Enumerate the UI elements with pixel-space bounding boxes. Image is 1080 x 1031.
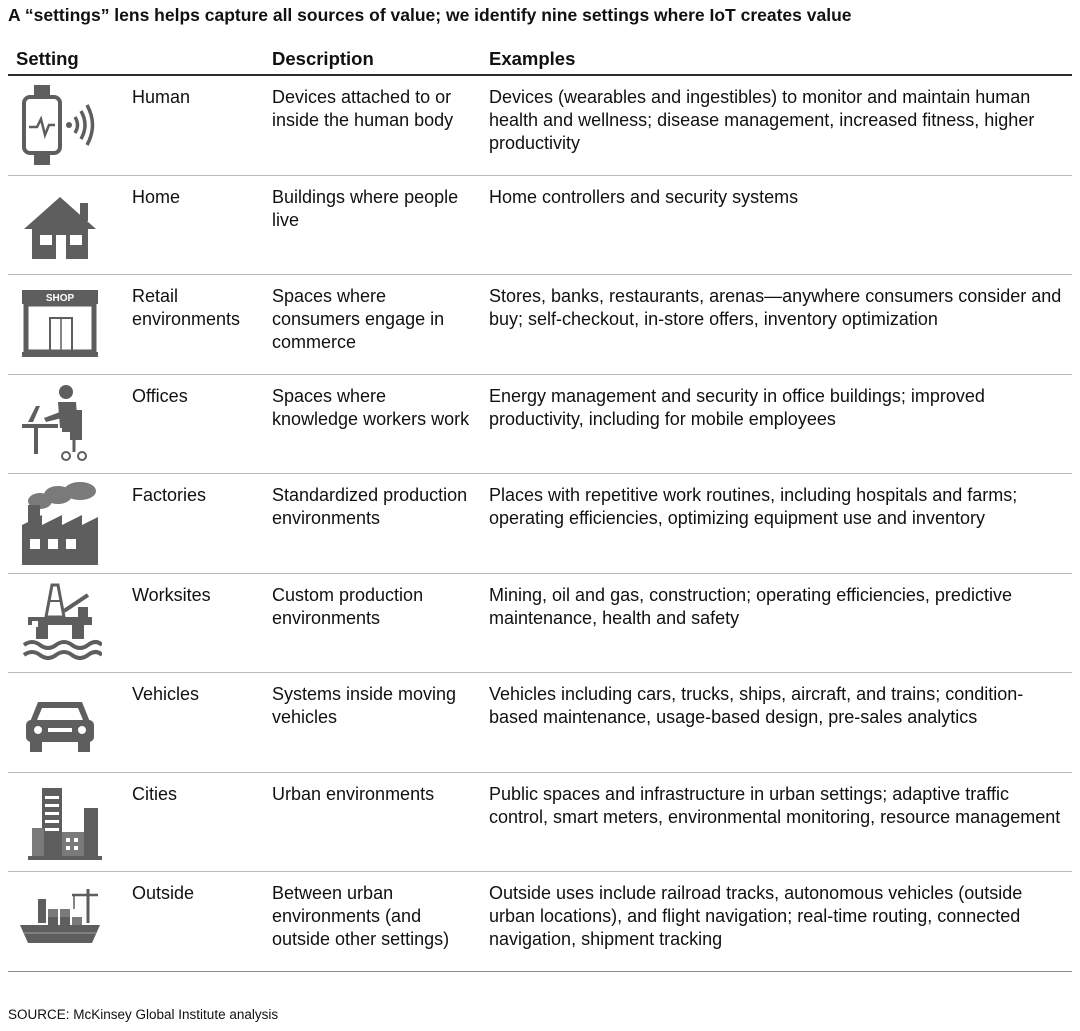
- table-row: [8, 673, 1072, 773]
- settings-table: [8, 76, 1072, 972]
- table-row: [8, 872, 1072, 972]
- setting-examples: Devices (wearables and ingestibles) to monitor and maintain human health and wellness; disease management, increased fitness, higher productivity: [489, 87, 1035, 153]
- setting-description: Devices attached to or inside the human body: [272, 87, 454, 130]
- setting-examples: Mining, oil and gas, construction; operating efficiencies, predictive maintenance, health and safety: [489, 584, 1012, 628]
- table-row: [8, 176, 1072, 276]
- setting-examples: Home controllers and security systems: [489, 186, 799, 207]
- setting-description: Urban environments: [272, 783, 435, 804]
- table-row: [8, 773, 1072, 873]
- setting-name: Cities: [132, 783, 178, 804]
- cargo-ship-icon: [18, 879, 102, 963]
- city-buildings-icon: [18, 780, 102, 864]
- header-description: Description: [272, 48, 374, 69]
- table-row: [8, 375, 1072, 475]
- setting-name: Offices: [132, 385, 188, 406]
- setting-name: Worksites: [132, 584, 211, 605]
- exhibit-title: A “settings” lens helps capture all sources of value; we identify nine settings where IoT creates value: [8, 5, 852, 25]
- setting-name: Vehicles: [132, 684, 200, 704]
- setting-description: Systems inside moving vehicles: [272, 684, 457, 727]
- setting-name: Home: [132, 186, 181, 207]
- shop-icon: [18, 282, 102, 366]
- table-row: [8, 574, 1072, 674]
- wearable-watch-icon: [18, 83, 102, 167]
- setting-name: Human: [132, 87, 191, 107]
- setting-description: Standardized production environments: [272, 485, 468, 528]
- setting-name: Factories: [132, 485, 207, 505]
- setting-description: Buildings where people live: [272, 186, 459, 230]
- office-worker-icon: [18, 382, 102, 466]
- setting-examples: Outside uses include railroad tracks, autonomous vehicles (outside urban locations), and flight navigation; real-time routing, connected navigation, shipment tracking: [489, 883, 1023, 949]
- factory-icon: [18, 481, 102, 565]
- header-examples: Examples: [489, 48, 576, 69]
- setting-examples: Energy management and security in office buildings; improved productivity, including for mobile employees: [489, 385, 985, 429]
- house-icon: [18, 183, 102, 267]
- header-setting: Setting: [16, 48, 79, 69]
- oil-rig-icon: [18, 581, 102, 665]
- table-row: [8, 76, 1072, 176]
- setting-name: Retail environments: [132, 286, 241, 329]
- setting-name: Outside: [132, 883, 195, 903]
- setting-examples: Stores, banks, restaurants, arenas—anywhere consumers consider and buy; self-checkout, in-store offers, inventory optimization: [489, 286, 1062, 329]
- setting-examples: Vehicles including cars, trucks, ships, aircraft, and trains; condition-based maintenance, usage-based design, pre-sales analytics: [489, 684, 1024, 727]
- table-row: [8, 474, 1072, 574]
- setting-examples: Public spaces and infrastructure in urban settings; adaptive traffic control, smart meters, environmental monitoring, resource management: [489, 783, 1061, 827]
- setting-description: Spaces where consumers engage in commerce: [272, 286, 445, 352]
- table-row: [8, 275, 1072, 375]
- svg-text:SHOP: SHOP: [45, 293, 75, 304]
- car-icon: [18, 680, 102, 764]
- setting-examples: Places with repetitive work routines, including hospitals and farms; operating efficiencies, optimizing equipment use and inventory: [489, 485, 1018, 528]
- setting-description: Custom production environments: [272, 584, 424, 628]
- source-note: SOURCE: McKinsey Global Institute analysis: [8, 1007, 279, 1022]
- setting-description: Between urban environments (and outside other settings): [272, 883, 450, 949]
- setting-description: Spaces where knowledge workers work: [272, 385, 470, 429]
